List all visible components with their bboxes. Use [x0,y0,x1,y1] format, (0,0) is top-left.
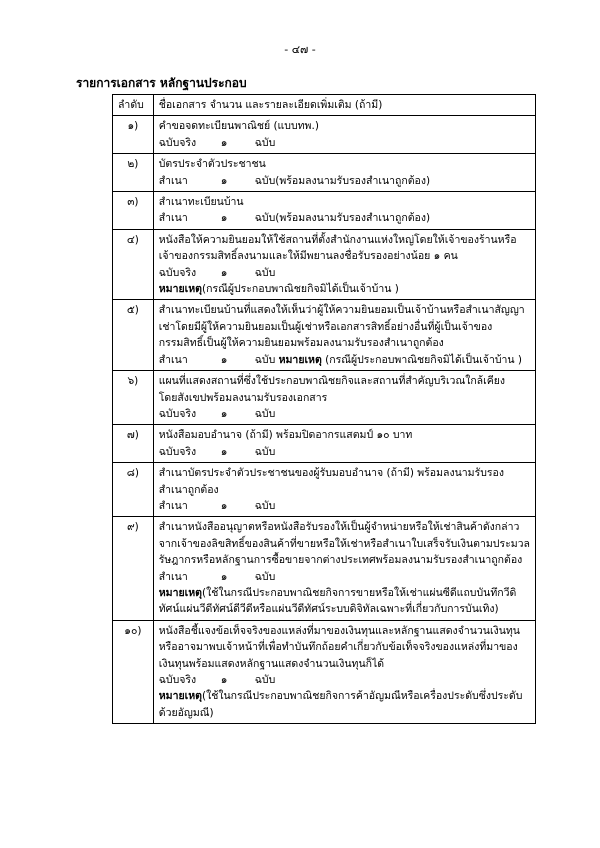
row-description [153,300,535,371]
copy-count: ๑ [220,407,228,420]
copy-count: ๑ [220,674,228,686]
note-line [159,585,530,601]
copy-line [159,352,530,368]
description-line: หนังสือมอบอำนาจ (ถ้ามี) พร้อมปิดอากรแสตมป์ ๑๐ บาท [158,429,413,442]
table-row [113,192,536,230]
note-label: หมายเหตุ [158,283,202,296]
description-line: คำขอจดทะเบียนพาณิชย์ (แบบทพ.) [158,120,319,133]
description-line: แผนที่แสดงสถานที่ซึ่งใช้ประกอบพาณิชยกิจและสถานที่สำคัญบริเวณใกล้เคียง [158,375,505,388]
row-number: ๕) [113,300,154,371]
note-line [159,688,530,704]
copy-line [159,210,530,226]
copy-count: ๑ [220,136,228,149]
table-row [113,229,536,300]
table-header-row [113,95,536,116]
row-description [153,517,535,620]
row-description [153,192,535,230]
copy-type: ฉบับจริง [158,136,197,149]
row-description [153,425,535,463]
table-row [113,463,536,517]
row-description [153,154,535,192]
copy-unit: ฉบับ [254,212,276,225]
note-text: (กรณีผู้ประกอบพาณิชยกิจมิได้เป็นเจ้าบ้าน ) [325,353,523,366]
copy-count: ๑ [220,570,228,583]
section-title: รายการเอกสาร หลักฐานประกอบ [76,76,247,90]
row-description [153,371,535,425]
copy-unit: ฉบับ [254,407,276,420]
copy-count: ๑ [220,174,228,187]
copy-type: ฉบับจริง [158,445,197,458]
table-row [113,116,536,154]
note-label: หมายเหตุ [158,690,202,703]
copy-line [159,135,530,151]
copy-count: ๑ [220,353,228,366]
description-line: สำเนาหนังสืออนุญาตหรือหนังสือรับรองให้เป็นผู้จำหน่ายหรือให้เช่าสินค้าดังกล่าว [158,521,520,534]
copy-unit: ฉบับ [254,674,276,686]
note-label: หมายเหตุ [278,353,322,366]
note-text: (ใช้ในกรณีประกอบพาณิชยกิจการขายหรือให้เช่าแผ่นซีดีแถบบันทึกวีดิ [201,586,517,599]
note-text: ทัศน์แผ่นวีดีทัศน์ดีวีดีหรือแผ่นวีดีทัศน์ระบบดิจิทัลเฉพาะที่เกี่ยวกับการบันเทิง) [158,603,499,616]
copy-unit: ฉบับ [254,499,276,512]
description-line: รัษฎากรหรือหลักฐานการซื้อขายจากต่างประเทศพร้อมลงนามรับรองสำเนาถูกต้อง [158,554,523,567]
description-line: หรืออาจมาพบเจ้าหน้าที่เพื่อทำบันทึกถ้อยคำเกี่ยวกับข้อเท็จจริงของแหล่งที่มาของ [158,641,518,654]
copy-unit: ฉบับ [254,266,276,279]
copy-note: (พร้อมลงนามรับรองสำเนาถูกต้อง) [275,212,431,225]
copy-line [159,173,530,189]
description-line: สำเนาทะเบียนบ้าน [158,196,244,209]
header-description: ชื่อเอกสาร จำนวน และรายละเอียดเพิ่มเติม (ถ้ามี) [153,95,535,116]
copy-unit: ฉบับ [254,174,276,187]
row-number: ๔) [113,229,154,300]
row-number: ๓) [113,192,154,230]
note-line [159,281,530,297]
row-description [153,229,535,300]
copy-type: สำเนา [158,212,188,225]
description-line: สำเนาถูกต้อง [158,483,219,496]
note-line [159,705,530,721]
row-description [153,116,535,154]
copy-line [159,444,530,460]
copy-count: ๑ [220,266,228,279]
page-number: - ๔๗ - [284,43,316,56]
row-number: ๘) [113,463,154,517]
documents-table [112,94,536,724]
note-text: (กรณีผู้ประกอบพาณิชยกิจมิได้เป็นเจ้าบ้าน ) [201,283,399,296]
description-line: เจ้าของกรรมสิทธิ์ลงนามและให้มีพยานลงชื่อรับรองอย่างน้อย ๑ คน [158,250,458,263]
row-number: ๖) [113,371,154,425]
copy-type: ฉบับจริง [158,674,197,686]
row-description [153,620,535,723]
row-number: ๙) [113,517,154,620]
copy-count: ๑ [220,445,228,458]
copy-type: ฉบับจริง [158,266,197,279]
table-row [113,371,536,425]
table-row [113,425,536,463]
description-line: สำเนาทะเบียนบ้านที่แสดงให้เห็นว่าผู้ให้ความยินยอมเป็นเจ้าบ้านหรือสำเนาสัญญา [158,304,525,317]
table-row [113,517,536,620]
row-description [153,463,535,517]
copy-line [159,672,530,688]
copy-line [159,265,530,281]
copy-count: ๑ [220,499,228,512]
description-line: โดยสังเขปพร้อมลงนามรับรองเอกสาร [158,391,328,404]
description-line: เงินทุนพร้อมแสดงหลักฐานแสดงจำนวนเงินทุนก็ได้ [158,657,385,670]
table-row [113,300,536,371]
copy-unit: ฉบับ [254,570,276,583]
copy-line [159,569,530,585]
copy-unit: ฉบับ [254,445,276,458]
description-line: กรรมสิทธิ์เป็นผู้ให้ความยินยอมพร้อมลงนามรับรองสำเนาถูกต้อง [158,337,444,350]
description-line: เช่าโดยมีผู้ให้ความยินยอมเป็นผู้เช่าหรือเอกสารสิทธิ์อย่างอื่นที่ผู้เป็นเจ้าของ [158,320,493,333]
table-row [113,154,536,192]
copy-type: ฉบับจริง [158,407,197,420]
copy-note: (พร้อมลงนามรับรองสำเนาถูกต้อง) [275,174,431,187]
note-text: (ใช้ในกรณีประกอบพาณิชยกิจการค้าอัญมณีหรือเครื่องประดับซึ่งประดับ [201,690,523,703]
copy-type: สำเนา [158,499,188,512]
note-line [159,601,530,617]
row-number: ๒) [113,154,154,192]
copy-type: สำเนา [158,174,188,187]
description-line: จากเจ้าของลิขสิทธิ์ของสินค้าที่ขายหรือให้เช่าหรือสำเนาใบเสร็จรับเงินตามประมวล [158,537,530,550]
note-text: ด้วยอัญมณี) [158,706,214,719]
row-number: ๑๐) [113,620,154,723]
copy-type: สำเนา [158,353,188,366]
copy-unit: ฉบับ [254,353,276,366]
copy-type: สำเนา [158,570,188,583]
copy-count: ๑ [220,212,228,225]
note-label: หมายเหตุ [158,586,202,599]
description-line: สำเนาบัตรประจำตัวประชาชนของผู้รับมอบอำนาจ (ถ้ามี) พร้อมลงนามรับรอง [158,467,504,480]
description-line: หนังสือชี้แจงข้อเท็จจริงของแหล่งที่มาของเงินทุนและหลักฐานแสดงจำนวนเงินทุน [158,624,520,637]
description-line: หนังสือให้ความยินยอมให้ใช้สถานที่ตั้งสำนักงานแห่งใหญ่โดยให้เจ้าของร้านหรือ [158,233,517,246]
copy-line [159,498,530,514]
row-number: ๑) [113,116,154,154]
copy-unit: ฉบับ [254,136,276,149]
copy-line [159,406,530,422]
row-number: ๗) [113,425,154,463]
table-row [113,620,536,723]
description-line: บัตรประจำตัวประชาชน [158,158,266,171]
header-number: ลำดับ [113,95,154,116]
